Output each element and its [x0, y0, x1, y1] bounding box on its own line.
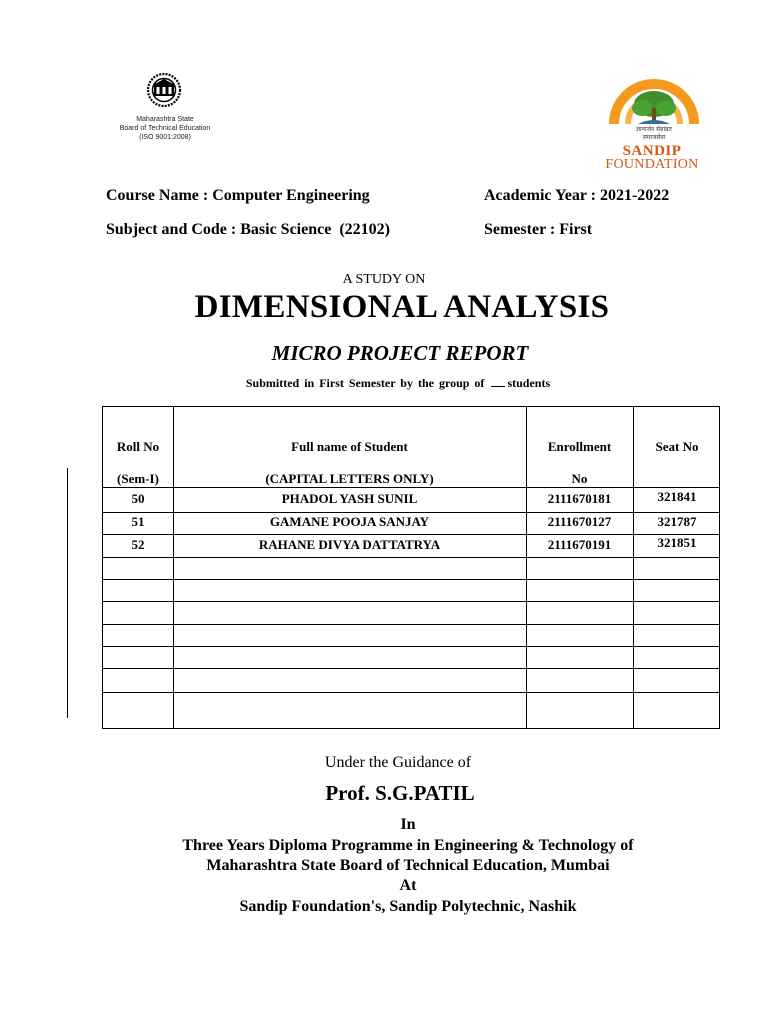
row-divider	[103, 534, 719, 535]
row-divider	[103, 692, 719, 693]
sandip-tagline-line2: समाजसेवा	[642, 134, 666, 141]
row-divider	[103, 487, 719, 488]
row3-roll: 52	[131, 537, 145, 552]
row3-name: RAHANE DIVYA DATTATRYA	[258, 537, 441, 552]
footer-institute: Sandip Foundation's, Sandip Polytechnic, Nashik	[239, 898, 577, 915]
row2-seat: 321787	[657, 514, 697, 529]
row3-seat: 321851	[657, 535, 697, 550]
header-roll-no: Roll No	[116, 439, 160, 454]
guidance-label: Under the Guidance of	[324, 754, 472, 771]
row1-enrollment: 2111670181	[547, 491, 612, 506]
row2-name: GAMANE POOJA SANJAY	[269, 514, 430, 529]
msbte-logo	[110, 72, 220, 150]
msbte-caption-line2: Board of Technical Education	[119, 125, 211, 132]
header-enrollment: Enrollment	[547, 439, 612, 454]
row1-roll: 50	[131, 491, 145, 506]
header-capital-letters: (CAPITAL LETTERS ONLY)	[265, 471, 434, 486]
sandip-tagline-line1: ज्ञानार्जन सेवाव्रत	[636, 126, 672, 133]
guide-name: Prof. S.G.PATIL	[325, 781, 475, 805]
footer-in: In	[400, 816, 416, 833]
submitted-suffix: students	[507, 376, 551, 390]
submitted-line	[0, 375, 768, 391]
row-divider	[103, 624, 719, 625]
row-divider	[103, 557, 719, 558]
footer-programme: Three Years Diploma Programme in Engineering & Technology of	[182, 837, 634, 854]
course-name: Course Name : Computer Engineering	[106, 187, 370, 204]
header-full-name: Full name of Student	[291, 439, 408, 454]
header-seat-no: Seat No	[655, 439, 699, 454]
semester: Semester : First	[484, 221, 593, 238]
row1-name: PHADOL YASH SUNIL	[281, 491, 418, 506]
msbte-emblem-icon	[142, 72, 186, 112]
header-sem: (Sem-I)	[117, 471, 159, 486]
footer-at: At	[399, 877, 417, 894]
main-title: DIMENSIONAL ANALYSIS	[194, 289, 610, 325]
row-divider	[103, 512, 719, 513]
msbte-caption-line1: Maharashtra State	[136, 116, 194, 123]
group-size-blank	[491, 375, 505, 387]
column-divider	[173, 407, 174, 728]
subject-and-code: Subject and Code : Basic Science (22102)	[106, 221, 390, 238]
margin-line	[67, 468, 68, 718]
footer-board: Maharashtra State Board of Technical Education, Mumbai	[206, 857, 610, 874]
row2-roll: 51	[131, 514, 145, 529]
sun-tree-icon	[608, 64, 700, 126]
row-divider	[103, 668, 719, 669]
sandip-name-line1: SANDIP	[622, 143, 682, 159]
row1-seat: 321841	[657, 489, 697, 504]
sandip-foundation-logo	[588, 64, 716, 172]
study-on-label: A STUDY ON	[342, 272, 426, 287]
row-divider	[103, 601, 719, 602]
row-divider	[103, 579, 719, 580]
column-divider	[526, 407, 527, 728]
academic-year: Academic Year : 2021-2022	[484, 187, 670, 204]
sub-title: MICRO PROJECT REPORT	[271, 341, 529, 365]
sandip-name-line2: FOUNDATION	[605, 157, 699, 172]
row2-enrollment: 2111670127	[547, 514, 612, 529]
header-enrollment-no: No	[571, 471, 588, 486]
msbte-caption-line3: (ISO 9001:2008)	[139, 134, 191, 141]
student-table	[102, 406, 720, 729]
row3-enrollment: 2111670191	[547, 537, 612, 552]
column-divider	[633, 407, 634, 728]
row-divider	[103, 646, 719, 647]
submitted-prefix: Submitted in First Semester by the group of	[245, 376, 485, 390]
